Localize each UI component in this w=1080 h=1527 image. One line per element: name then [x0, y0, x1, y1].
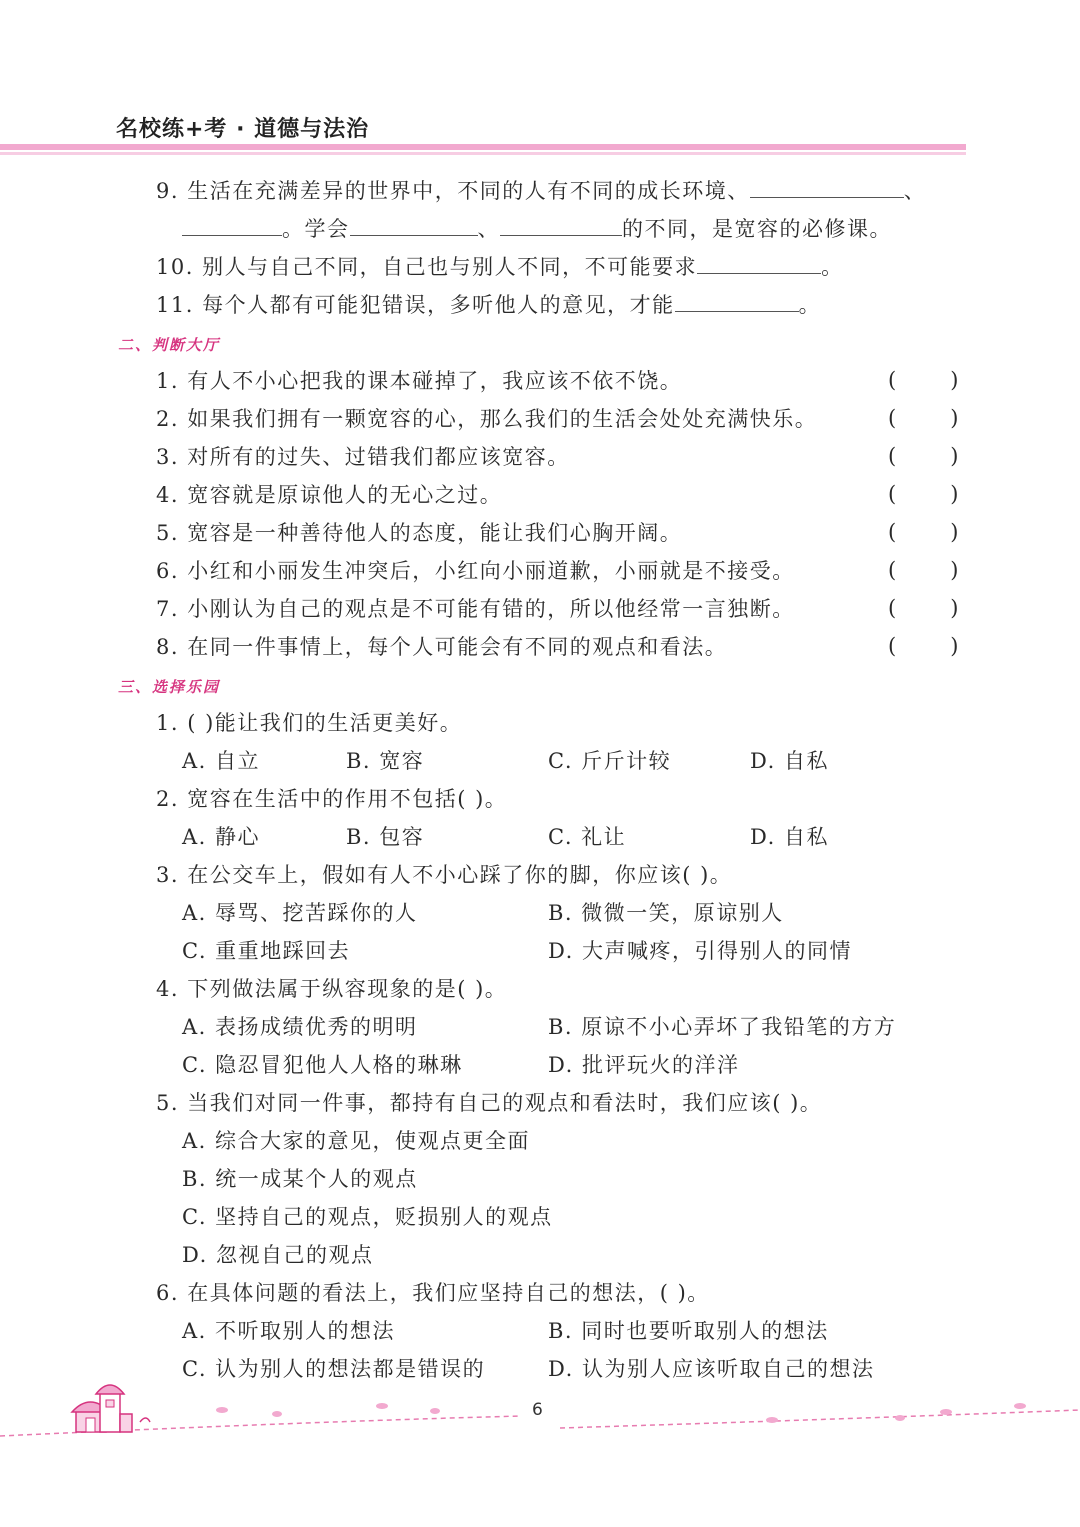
header-rule [0, 144, 966, 150]
answer-bracket[interactable] [888, 596, 958, 620]
close-paren: ) [950, 368, 959, 392]
option[interactable]: B. 包容 [346, 825, 425, 849]
answer-bracket[interactable] [888, 558, 958, 582]
close-paren: ) [950, 558, 959, 582]
section-3-title: 三、选择乐园 [118, 678, 221, 696]
answer-bracket[interactable] [888, 368, 958, 392]
answer-blank[interactable] [182, 217, 282, 236]
answer-blank[interactable] [675, 293, 799, 312]
close-paren: ) [950, 520, 959, 544]
option[interactable]: A. 辱骂、挖苦踩你的人 [182, 901, 418, 925]
question-9-text: 9. 生活在充满差异的世界中，不同的人有不同的成长环境、 [156, 179, 750, 203]
option[interactable]: D. 自私 [750, 825, 829, 849]
question-10 [156, 254, 844, 280]
question-10-text: 10. 别人与自己不同，自己也与别人不同，不可能要求 [156, 255, 698, 279]
judge-item: 3. 对所有的过失、过错我们都应该宽容。 [156, 445, 570, 469]
question-9-text: 的不同，是宽容的必修课。 [622, 217, 892, 241]
header-rule-light [0, 152, 966, 155]
option[interactable]: C. 重重地踩回去 [182, 939, 351, 963]
choice-question-3: 3. 在公交车上，假如有人不小心踩了你的脚，你应该( )。 [156, 863, 733, 887]
judge-item: 5. 宽容是一种善待他人的态度，能让我们心胸开阔。 [156, 521, 683, 545]
answer-blank[interactable] [500, 217, 622, 236]
choice-question-4: 4. 下列做法属于纵容现象的是( )。 [156, 977, 508, 1001]
option[interactable]: D. 自私 [750, 749, 829, 773]
option[interactable]: D. 批评玩火的洋洋 [548, 1053, 740, 1077]
open-paren: ( [888, 558, 897, 582]
option[interactable]: D. 认为别人应该听取自己的想法 [548, 1357, 875, 1381]
open-paren: ( [888, 634, 897, 658]
section-2-title: 二、判断大厅 [118, 336, 221, 354]
judge-item: 6. 小红和小丽发生冲突后，小红向小丽道歉，小丽就是不接受。 [156, 559, 795, 583]
answer-bracket[interactable] [888, 406, 958, 430]
question-9-line-1 [156, 178, 926, 204]
choice-question-5: 5. 当我们对同一件事，都持有自己的观点和看法时，我们应该( )。 [156, 1091, 823, 1115]
option[interactable]: B. 同时也要听取别人的想法 [548, 1319, 829, 1343]
option[interactable]: C. 认为别人的想法都是错误的 [182, 1357, 486, 1381]
judge-item: 8. 在同一件事情上，每个人可能会有不同的观点和看法。 [156, 635, 728, 659]
page-header-title: 名校练+考 · 道德与法治 [116, 117, 370, 142]
answer-bracket[interactable] [888, 482, 958, 506]
period: 。 [821, 255, 844, 279]
option[interactable]: C. 礼让 [548, 825, 627, 849]
option[interactable]: A. 表扬成绩优秀的明明 [182, 1015, 418, 1039]
choice-question-2: 2. 宽容在生活中的作用不包括( )。 [156, 787, 508, 811]
answer-blank[interactable] [350, 217, 478, 236]
question-11 [156, 292, 821, 318]
separator: 、 [903, 179, 927, 203]
option[interactable]: D. 忽视自己的观点 [182, 1243, 374, 1267]
option[interactable]: A. 不听取别人的想法 [182, 1319, 396, 1343]
close-paren: ) [950, 596, 959, 620]
answer-blank[interactable] [697, 255, 821, 274]
separator: 、 [477, 217, 500, 241]
answer-blank[interactable] [750, 179, 904, 198]
option[interactable]: C. 坚持自己的观点，贬损别人的观点 [182, 1205, 553, 1229]
answer-bracket[interactable] [888, 634, 958, 658]
close-paren: ) [950, 482, 959, 506]
open-paren: ( [888, 406, 897, 430]
option[interactable]: C. 隐忍冒犯他人人格的琳琳 [182, 1053, 463, 1077]
open-paren: ( [888, 520, 897, 544]
judge-item: 2. 如果我们拥有一颗宽容的心，那么我们的生活会处处充满快乐。 [156, 407, 818, 431]
close-paren: ) [950, 444, 959, 468]
judge-item: 7. 小刚认为自己的观点是不可能有错的，所以他经常一言独断。 [156, 597, 795, 621]
choice-question-6: 6. 在具体问题的看法上，我们应坚持自己的想法，( )。 [156, 1281, 710, 1305]
option[interactable]: C. 斤斤计较 [548, 749, 672, 773]
option[interactable]: B. 原谅不小心弄坏了我铅笔的方方 [548, 1015, 897, 1039]
option[interactable]: A. 自立 [182, 749, 261, 773]
question-9-line-2 [182, 216, 892, 242]
option[interactable]: B. 宽容 [346, 749, 425, 773]
choice-question-1: 1. ( )能让我们的生活更美好。 [156, 711, 463, 735]
open-paren: ( [888, 482, 897, 506]
option[interactable]: A. 静心 [182, 825, 261, 849]
leaf-decoration [216, 1403, 1026, 1423]
house-icon [72, 1385, 150, 1432]
answer-bracket[interactable] [888, 444, 958, 468]
option[interactable]: B. 统一成某个人的观点 [182, 1167, 418, 1191]
judge-item: 1. 有人不小心把我的课本碰掉了，我应该不依不饶。 [156, 369, 683, 393]
question-11-text: 11. 每个人都有可能犯错误，多听他人的意见，才能 [156, 293, 675, 317]
open-paren: ( [888, 368, 897, 392]
close-paren: ) [950, 406, 959, 430]
option[interactable]: D. 大声喊疼，引得别人的同情 [548, 939, 852, 963]
answer-bracket[interactable] [888, 520, 958, 544]
close-paren: ) [950, 634, 959, 658]
period: 。 [798, 293, 822, 317]
judge-item: 4. 宽容就是原谅他人的无心之过。 [156, 483, 503, 507]
open-paren: ( [888, 596, 897, 620]
option[interactable]: A. 综合大家的意见，使观点更全面 [182, 1129, 531, 1153]
page-number: 6 [532, 1400, 543, 1420]
open-paren: ( [888, 444, 897, 468]
option[interactable]: B. 微微一笑，原谅别人 [548, 901, 784, 925]
question-9-text: 。学会 [282, 217, 350, 241]
